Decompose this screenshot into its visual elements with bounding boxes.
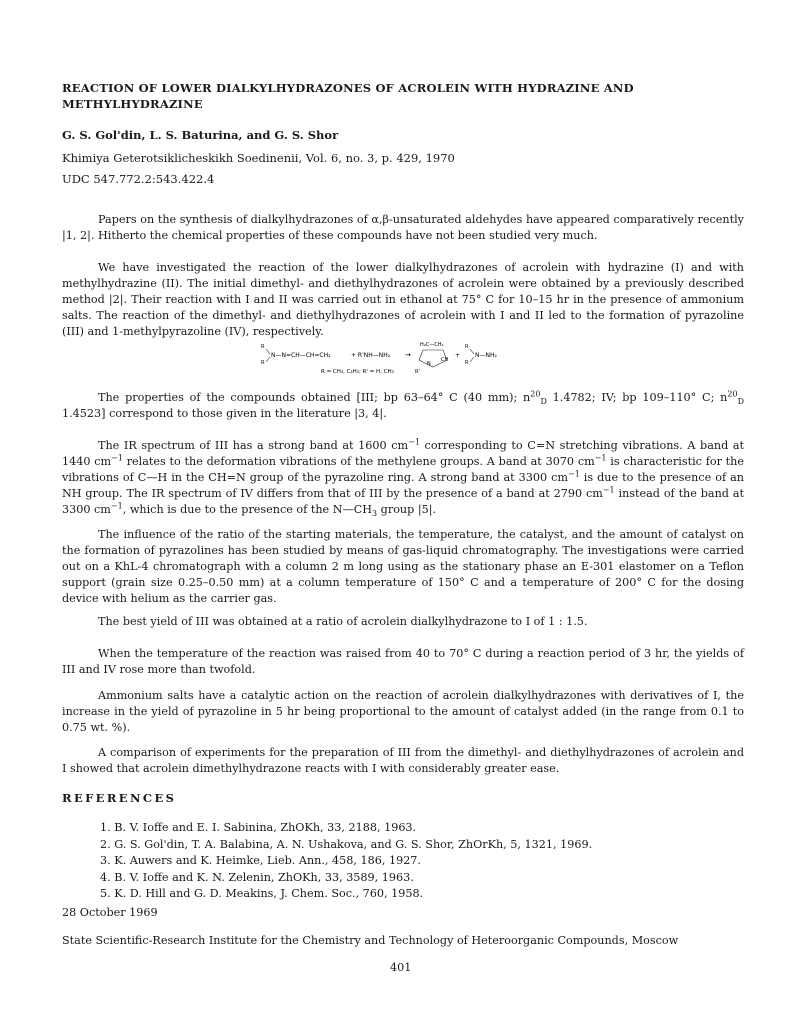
scheme-r-bottom: R: [261, 360, 265, 366]
paragraph-chromatography: The influence of the ratio of the starting materials, the temperature, the catalyst, and the amount of catalyst on the formation of pyrazolines has been studied by means of gas-liquid chromatography. The investigations were carried out on a KhL-4 chromatograph with a column 2 m long using as the stationary phase an E-301 elastomer on a Teflon support (grain size 0.25–0.50 mm) at a column temperature of 150° C and a temperature of 200° C for the dosing device with helium as the carrier gas.: [62, 528, 744, 605]
scheme-arrow: →: [405, 351, 411, 359]
institution: State Scientific-Research Institute for the Chemistry and Technology of Heteroorganic Compounds, Moscow: [62, 934, 679, 947]
reference-item: 5. K. D. Hill and G. D. Meakins, J. Chem. Soc., 760, 1958.: [100, 887, 424, 901]
page-number: 401: [390, 961, 412, 974]
received-date: 28 October 1969: [62, 906, 158, 919]
paragraph-best-yield: The best yield of III was obtained at a ratio of acrolein dialkylhydrazone to I of 1 : 1.5.: [98, 615, 588, 628]
scheme-ring-n: N: [427, 361, 431, 367]
scheme-conditions: R = CH₃, C₂H₅; R' = H, CH₃: [321, 369, 394, 375]
reference-item: 3. K. Auwers and K. Heimke, Lieb. Ann., 458, 186, 1927.: [100, 854, 421, 868]
svg-text:+: +: [455, 352, 461, 359]
paragraph-ir: The IR spectrum of III has a strong band at 1600 $cm^{-1}$ corresponding to C=N stretching vibrations. A band at 1440 $cm^{-1}$ relates to the deformation vibrations of the methylene groups. A band at 3070 $cm^{-1}$ is characteristic for the vibrations of C—H in the CH=N group of the pyrazoline ring. A strong band at 3300 $cm^{-1}$ is due to the presence of an NH group. The IR spectrum of IV differs from that of III by the presence of a band at 2790 $cm^{-1}$ instead of the band at 3300 $cm^{-1}$, which is due to the presence of the $N—CH_3$ group |5|.: [62, 437, 745, 519]
paper-title: REACTION OF LOWER DIALKYLHYDRAZONES OF ACROLEIN WITH HYDRAZINE AND METHYLHYDRAZINE: [62, 81, 634, 111]
reference-item: 1. B. V. Ioffe and E. I. Sabinina, ZhOKh, 33, 2188, 1963.: [100, 821, 417, 834]
paragraph-temperature: When the temperature of the reaction was raised from 40 to 70° C during a reaction period of 3 hr, the yields of III and IV rose more than twofold.: [62, 647, 744, 676]
paragraph-investigation: We have investigated the reaction of the lower dialkylhydrazones of acrolein with hydrazine (I) and with methylhydrazine (II). The initial dimethyl- and diethylhydrazones of acrolein were obtained by a previously described method |2|. Their reaction with I and II was carried out in ethanol at 75° C for 10–15 hr in the presence of ammonium salts. The reaction of the dimethyl- and diethylhydrazones of acrolein with I and II led to the formation of pyrazoline (III) and 1-methylpyrazoline (IV), respectively.: [62, 261, 744, 338]
scheme-ring-r: R': [415, 369, 420, 375]
scheme-ring-top: H₂C—CH₂: [420, 342, 444, 348]
references-list: [100, 820, 592, 903]
scheme-r-top: R: [261, 344, 265, 350]
paragraph-comparison: A comparison of experiments for the preparation of III from the dimethyl- and diethylhydrazones of acrolein and I showed that acrolein dimethylhydrazone reacts with I with considerably greater ease.: [62, 746, 744, 775]
authors: G. S. Gol'din, L. S. Baturina, and G. S. Shor: [62, 128, 339, 142]
scheme-reactant-2: + R'NH—NH₂: [351, 352, 391, 359]
paragraph-catalysis: Ammonium salts have a catalytic action on the reaction of acrolein dialkylhydrazones with derivatives of I, the increase in the yield of pyrazoline in 5 hr being proportional to the amount of catalyst added (in the range from 0.1 to 0.75 wt. %).: [62, 689, 744, 734]
udc-code: UDC 547.772.2:543.422.4: [62, 172, 215, 186]
svg-text:R: R: [465, 344, 469, 350]
reference-item: 4. B. V. Ioffe and K. N. Zelenin, ZhOKh, 33, 3589, 1963.: [100, 870, 414, 884]
scheme-ring-ch: CH: [441, 357, 449, 363]
reaction-scheme: [255, 340, 555, 380]
paragraph-intro: Papers on the synthesis of dialkylhydrazones of α,β-unsaturated aldehydes have appeared comparatively recently |1, 2|. Hitherto the chemical properties of these compounds have not been studied very much.: [62, 213, 744, 242]
svg-text:R: R: [465, 360, 469, 366]
scheme-byproduct: N—NH₂: [475, 352, 497, 359]
paragraph-properties: The properties of the compounds obtained [III; bp 63–64° C (40 mm); $n^{20}_D$ 1.4782; IV; bp 109–110° C; $n^{20}_D$ 1.4523] correspond to those given in the literature |3, 4|.: [62, 389, 744, 420]
references-heading: REFERENCES: [62, 791, 177, 805]
scheme-reactant-1: N—N=CH—CH=CH₂: [271, 352, 331, 359]
reference-item: 2. G. S. Gol'din, T. A. Balabina, A. N. Ushakova, and G. S. Shor, ZhOrKh, 5, 1321, 1969.: [100, 837, 593, 851]
journal-citation: Khimiya Geterotsiklicheskikh Soedinenii, Vol. 6, no. 3, p. 429, 1970: [62, 151, 455, 165]
